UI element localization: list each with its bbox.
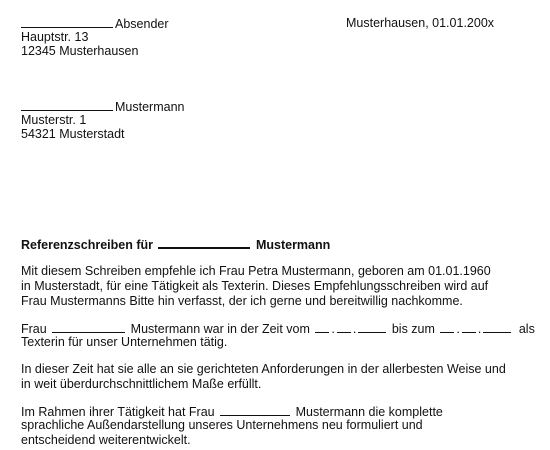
from-year-blank [358,321,386,333]
date-dot: . [456,322,460,336]
para2-frau: Frau [21,322,47,336]
para2-part1: Mustermann war in der Zeit vom [130,322,310,336]
date-dot: . [331,322,335,336]
date-dot: . [477,322,482,336]
subject-prefix: Referenzschreiben für [21,238,153,252]
paragraph-2-line-2: Texterin für unser Unternehmen tätig. [21,335,228,349]
para2-als: als [518,322,535,336]
recipient-street: Musterstr. 1 [21,113,87,127]
sender-label: Absender [115,17,169,31]
subject-line [21,236,330,253]
subject-suffix: Mustermann [255,238,331,252]
sender-city: 12345 Musterhausen [21,44,139,58]
recipient-label: Mustermann [115,100,185,114]
paragraph-1: Mit diesem Schreiben empfehle ich Frau Petra Mustermann, geboren am 01.01.1960 in Musterstadt, für eine Tätigkeit als Texterin. Dieses Empfehlungsschreiben wird auf Frau Mustermanns Bitte hin verfasst, der ich gerne und bereitwillig nachkomme. [21,264,491,308]
recipient-name-blank [21,99,113,111]
paragraph-3: In dieser Zeit hat sie alle an sie gerichteten Anforderungen in der allerbesten Weise und in weit überdurchschnittlichem Maße erfüllt. [21,362,506,391]
subject-name-blank [158,236,250,249]
para4-suffix: Mustermann die komplette [295,405,443,419]
para2-name-blank [52,321,125,333]
to-year-blank [483,321,511,333]
from-month-blank [337,321,351,333]
sender-name-blank [21,16,113,28]
para2-bis: bis zum [391,322,435,336]
to-month-blank [462,321,476,333]
sender-street: Hauptstr. 13 [21,30,89,44]
place-date: Musterhausen, 01.01.200x [346,16,495,30]
date-dot: . [352,322,357,336]
to-day-blank [440,321,454,333]
para4-name-blank [220,404,290,416]
from-day-blank [315,321,329,333]
recipient-city: 54321 Musterstadt [21,127,125,141]
paragraph-4-rest: sprachliche Außendarstellung unseres Unternehmens neu formuliert und entscheidend weiterentwickelt. [21,418,423,447]
para4-prefix: Im Rahmen ihrer Tätigkeit hat Frau [21,405,215,419]
